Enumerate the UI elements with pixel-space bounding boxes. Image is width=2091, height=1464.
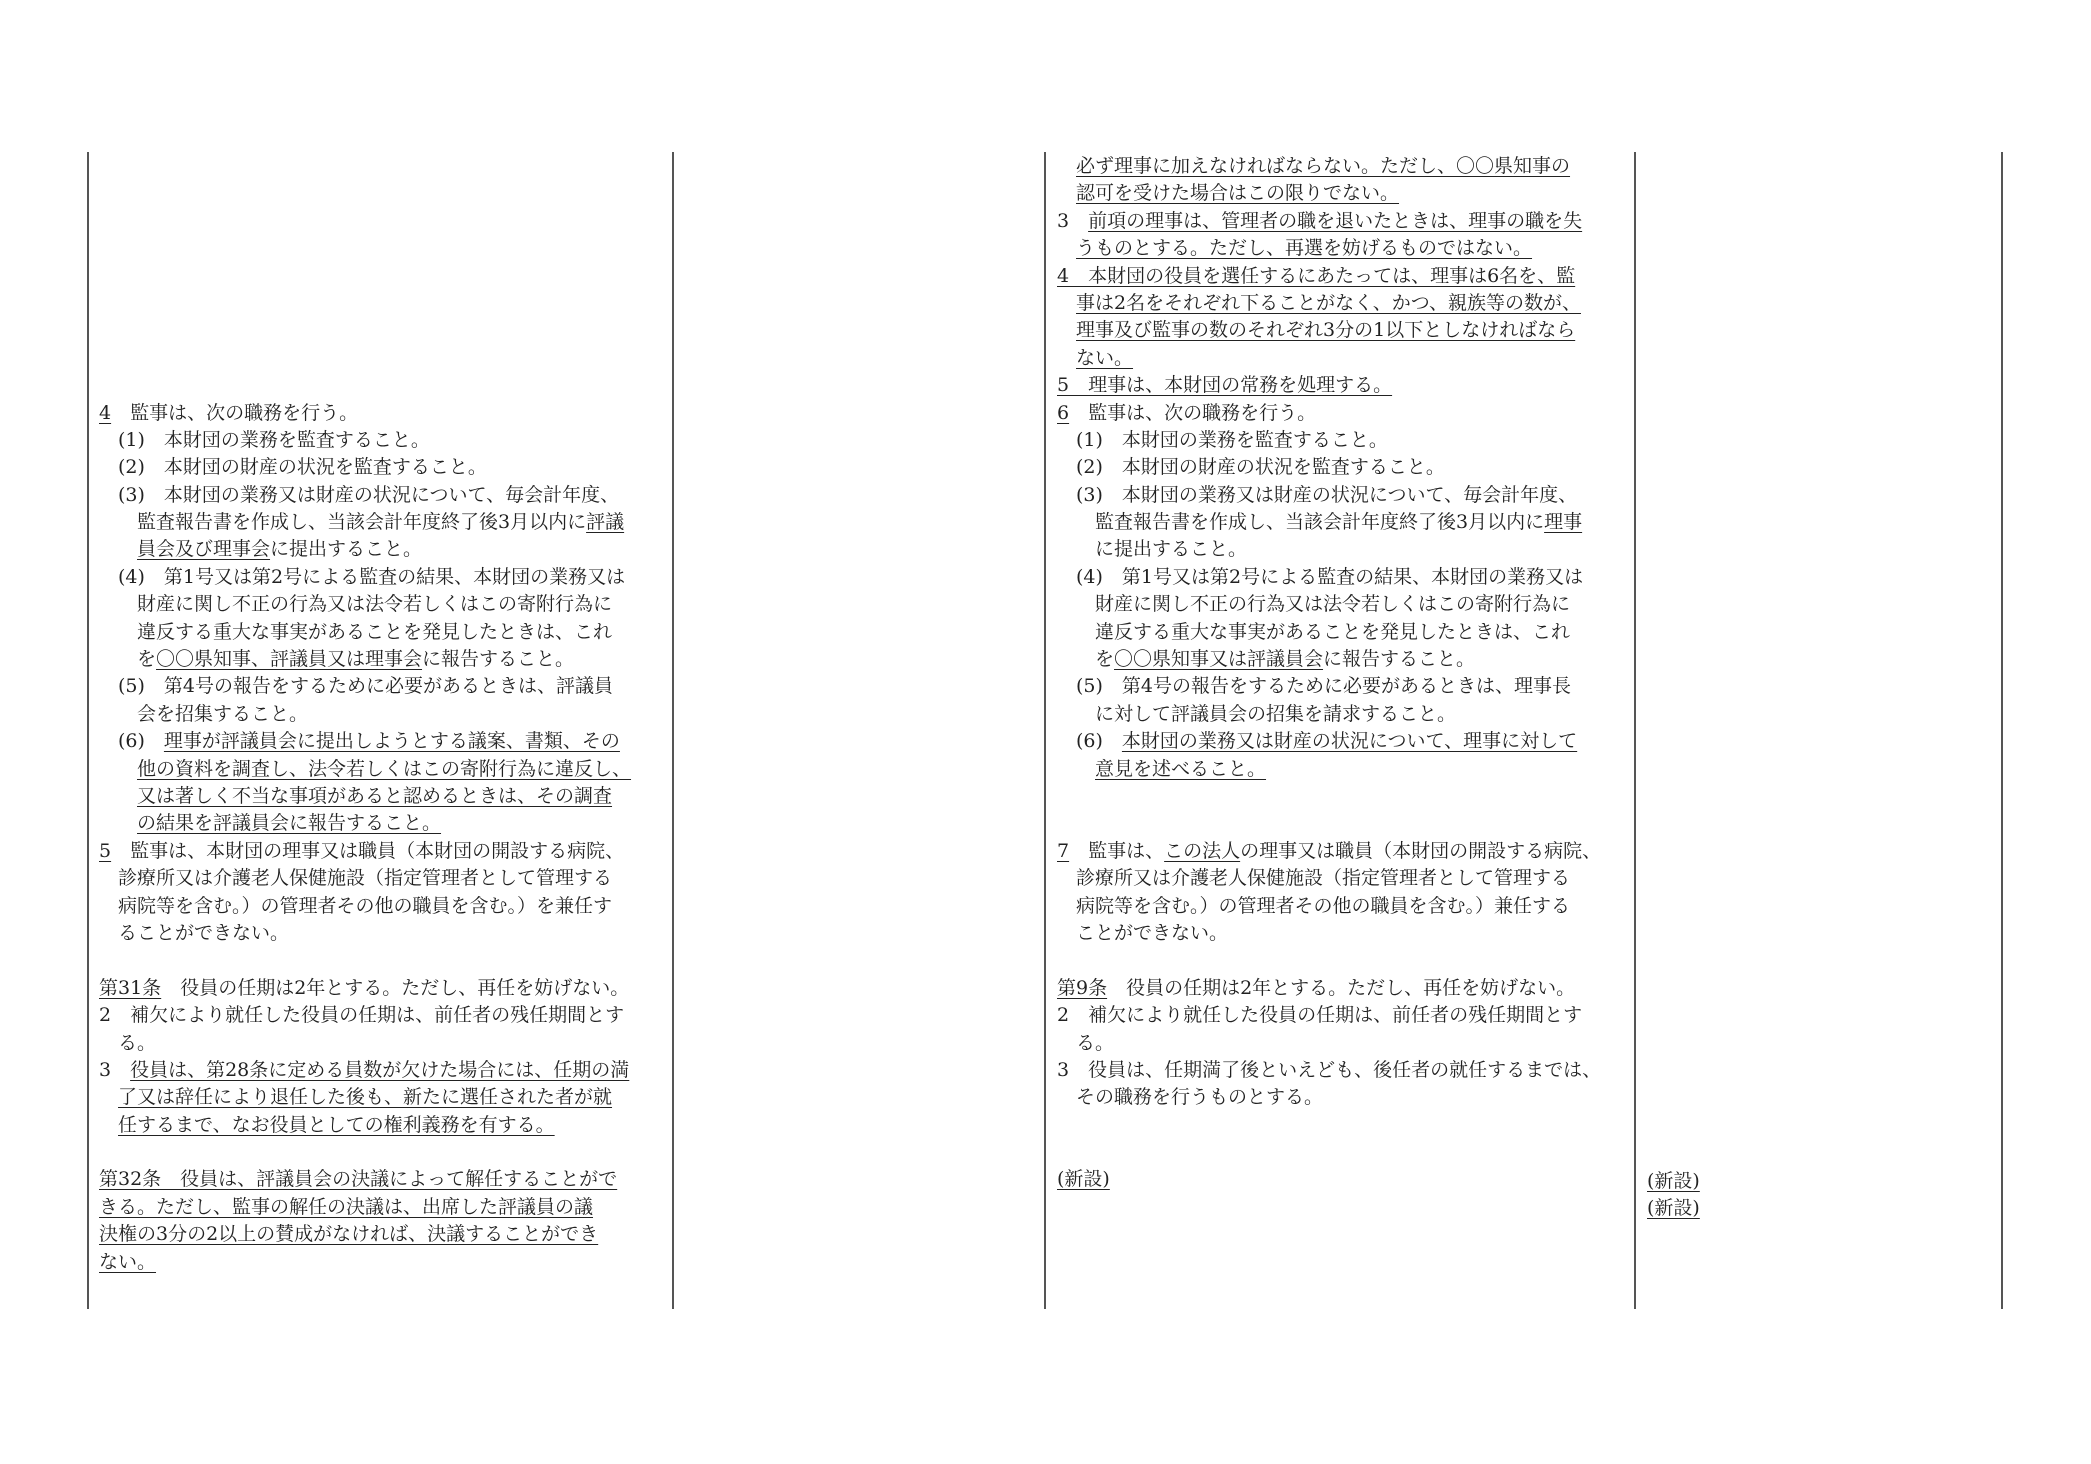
- text-line: [1057, 810, 1601, 837]
- line-text: [1057, 237, 1076, 259]
- text-line: [99, 1084, 631, 1111]
- text-line: [99, 290, 631, 317]
- underlined-text: 意見を述べること。: [1095, 757, 1267, 780]
- line-text: 3 役員は、任期満了後といえども、後任者の就任するまでは、: [1057, 1058, 1602, 1081]
- line-text: の理事又は職員（本財団の開設する病院、: [1240, 839, 1602, 862]
- underlined-text: 5 理事は、本財団の常務を処理する。: [1057, 374, 1393, 397]
- underlined-text: 第32条 役員は、評議員会の決議によって解任することがで: [99, 1168, 618, 1191]
- line-text: 3: [1057, 209, 1089, 232]
- line-text: [99, 812, 137, 834]
- line-text: (6): [99, 730, 164, 753]
- underlined-text: 必ず理事に加えなければならない。ただし、〇〇県知事の: [1076, 155, 1571, 177]
- line-text: 監事は、: [1069, 839, 1165, 862]
- text-line: [1057, 509, 1601, 536]
- underlined-text: 了又は辞任により退任した後も、新たに選任された者が就: [118, 1086, 613, 1109]
- line-text: 違反する重大な事実があることを発見したときは、これ: [1057, 620, 1571, 643]
- text-line: [1057, 208, 1601, 235]
- text-line: [99, 1221, 631, 1248]
- line-text: ることができない。: [99, 921, 290, 944]
- line-text: [1057, 155, 1076, 177]
- text-line: [99, 400, 631, 427]
- text-line: [1057, 865, 1601, 892]
- text-line: [99, 783, 631, 810]
- underlined-text: 7: [1057, 839, 1070, 862]
- line-text: (4) 第1号又は第2号による監査の結果、本財団の業務又は: [99, 565, 626, 588]
- text-line: [1057, 1002, 1601, 1029]
- line-text: (3) 本財団の業務又は財産の状況について、毎会計年度、: [99, 483, 620, 506]
- underlined-text: きる。ただし、監事の解任の決議は、出席した評議員の議: [99, 1195, 594, 1218]
- text-line: [99, 975, 631, 1002]
- line-text: 2 補欠により就任した役員の任期は、前任者の残任期間とす: [1057, 1004, 1583, 1027]
- text-line: [99, 810, 631, 837]
- text-line: [1057, 701, 1601, 728]
- underlined-text: 理事: [1544, 511, 1583, 534]
- text-line: [99, 536, 631, 563]
- underlined-text: ない。: [99, 1250, 157, 1273]
- underlined-text: 評議: [586, 511, 625, 534]
- line-text: 財産に関し不正の行為又は法令若しくはこの寄附行為に: [99, 593, 613, 616]
- line-text: 役員の任期は2年とする。ただし、再任を妨げない。: [1107, 976, 1576, 999]
- line-text: に提出すること。: [1057, 538, 1248, 561]
- current-text-column: [1057, 153, 1601, 1194]
- text-line: [99, 947, 631, 974]
- text-line: [99, 1139, 631, 1166]
- text-line: [99, 838, 631, 865]
- text-line: [1057, 263, 1601, 290]
- amended-text-column: [99, 153, 631, 1276]
- note-new-provision: (新設): [1647, 1197, 1700, 1220]
- text-line: [1057, 619, 1601, 646]
- text-line: [99, 865, 631, 892]
- line-text: 監事は、次の職務を行う。: [1069, 401, 1317, 424]
- line-text: 診療所又は介護老人保健施設（指定管理者として管理する: [99, 867, 613, 890]
- line-text: (4) 第1号又は第2号による監査の結果、本財団の業務又は: [1057, 565, 1584, 588]
- line-text: 病院等を含む。）の管理者その他の職員を含む。）兼任する: [1057, 894, 1571, 917]
- text-line: [99, 920, 631, 947]
- notes-column: [1647, 1168, 1700, 1223]
- text-line: [99, 317, 631, 344]
- text-line: [99, 235, 631, 262]
- text-line: [99, 427, 631, 454]
- text-line: [1057, 1166, 1601, 1193]
- text-line: [99, 1030, 631, 1057]
- line-text: に提出すること。: [270, 538, 423, 561]
- line-text: [99, 758, 137, 780]
- underlined-text: 員会及び理事会: [137, 538, 271, 561]
- text-line: [1057, 838, 1601, 865]
- text-line: [1057, 756, 1601, 783]
- text-line: [1057, 290, 1601, 317]
- text-line: [99, 372, 631, 399]
- underlined-text: 任するまで、なお役員としての権利義務を有する。: [118, 1113, 555, 1136]
- underlined-text: 4 本財団の役員を選任するにあたっては、理事は6名を、監: [1057, 264, 1576, 287]
- text-line: [1057, 454, 1601, 481]
- underlined-text: 決権の3分の2以上の賛成がなければ、決議することができ: [99, 1223, 599, 1246]
- line-text: 監査報告書を作成し、当該会計年度終了後3月以内に: [99, 511, 587, 534]
- text-line: [99, 591, 631, 618]
- underlined-text: 第31条: [99, 976, 162, 999]
- text-line: [99, 509, 631, 536]
- line-text: [99, 785, 137, 807]
- text-line: [99, 646, 631, 673]
- line-text: (1) 本財団の業務を監査すること。: [1057, 428, 1388, 451]
- text-line: [99, 208, 631, 235]
- line-text: る。: [1057, 1031, 1115, 1054]
- line-text: 3: [99, 1058, 131, 1081]
- underlined-text: 5: [99, 839, 112, 862]
- line-text: 監事は、本財団の理事又は職員（本財団の開設する病院、: [111, 839, 625, 862]
- text-line: [1057, 728, 1601, 755]
- text-line: [99, 153, 631, 180]
- line-text: を: [99, 648, 157, 671]
- column-rule-2: [672, 152, 674, 1309]
- text-line: [1057, 947, 1601, 974]
- line-text: 会を招集すること。: [99, 702, 309, 725]
- underlined-text: 〇〇県知事、評議員又は理事会: [156, 648, 423, 671]
- underlined-text: 理事が評議員会に提出しようとする議案、書類、その: [163, 730, 620, 753]
- underlined-text: この法人: [1164, 839, 1241, 862]
- column-rule-3: [1044, 152, 1046, 1309]
- text-line: [99, 701, 631, 728]
- line-text: に報告すること。: [422, 648, 575, 671]
- text-line: [1057, 345, 1601, 372]
- text-line: [99, 673, 631, 700]
- text-line: [1057, 235, 1601, 262]
- text-line: [99, 728, 631, 755]
- text-line: [1057, 591, 1601, 618]
- text-line: [99, 345, 631, 372]
- text-line: [99, 180, 631, 207]
- text-line: [1057, 893, 1601, 920]
- line-text: [1057, 319, 1076, 341]
- text-line: [1057, 1139, 1601, 1166]
- line-text: 監査報告書を作成し、当該会計年度終了後3月以内に: [1057, 511, 1545, 534]
- line-text: (3) 本財団の業務又は財産の状況について、毎会計年度、: [1057, 483, 1578, 506]
- line-text: (5) 第4号の報告をするために必要があるときは、評議員: [99, 675, 614, 698]
- text-line: [1057, 180, 1601, 207]
- underlined-text: 〇〇県知事又は評議員会: [1114, 648, 1324, 671]
- text-line: [1057, 673, 1601, 700]
- text-line: [1057, 372, 1601, 399]
- line-text: (1) 本財団の業務を監査すること。: [99, 428, 430, 451]
- line-text: [99, 538, 137, 560]
- line-text: [99, 1086, 118, 1108]
- text-line: [1057, 317, 1601, 344]
- underlined-text: 他の資料を調査し、法令若しくはこの寄附行為に違反し、: [137, 757, 632, 780]
- text-line: [1057, 1030, 1601, 1057]
- note-new-provision: (新設): [1647, 1170, 1700, 1192]
- text-line: [1057, 1112, 1601, 1139]
- text-line: [1057, 153, 1601, 180]
- text-line: [1057, 400, 1601, 427]
- line-text: その職務を行うものとする。: [1057, 1086, 1324, 1109]
- line-text: 役員の任期は2年とする。ただし、再任を妨げない。: [161, 976, 630, 999]
- text-line: [99, 1112, 631, 1139]
- line-text: [1057, 758, 1095, 780]
- underlined-text: 前項の理事は、管理者の職を退いたときは、理事の職を失: [1088, 209, 1583, 232]
- underlined-text: 理事及び監事の数のそれぞれ3分の1以下としなければなら: [1076, 319, 1576, 342]
- text-line: [1057, 920, 1601, 947]
- line-text: (2) 本財団の財産の状況を監査すること。: [1057, 456, 1445, 479]
- line-text: 違反する重大な事実があることを発見したときは、これ: [99, 620, 613, 643]
- line-text: (5) 第4号の報告をするために必要があるときは、理事長: [1057, 675, 1572, 698]
- line-text: を: [1057, 648, 1115, 671]
- text-line: [99, 756, 631, 783]
- text-line: [99, 893, 631, 920]
- line-text: (6): [1057, 730, 1122, 753]
- column-rule-5: [2001, 152, 2003, 1309]
- text-line: [99, 619, 631, 646]
- text-line: [99, 263, 631, 290]
- text-line: [99, 1166, 631, 1193]
- underlined-text: 本財団の業務又は財産の状況について、理事に対して: [1121, 730, 1578, 753]
- underlined-text: 第9条: [1057, 976, 1108, 999]
- text-line: [99, 1057, 631, 1084]
- line-text: に報告すること。: [1323, 648, 1476, 671]
- text-line: [1057, 564, 1601, 591]
- line-text: 病院等を含む。）の管理者その他の職員を含む。）を兼任す: [99, 894, 613, 917]
- line-text: [99, 1114, 118, 1136]
- line-text: (2) 本財団の財産の状況を監査すること。: [99, 456, 487, 479]
- underlined-text: ない。: [1076, 346, 1134, 369]
- underlined-text: 又は著しく不当な事項があると認めるときは、その調査: [137, 784, 613, 807]
- line-text: ことができない。: [1057, 921, 1229, 944]
- column-rule-4: [1634, 152, 1636, 1309]
- text-line: [1057, 482, 1601, 509]
- text-line: [1057, 427, 1601, 454]
- underlined-text: 認可を受けた場合はこの限りでない。: [1076, 182, 1400, 205]
- underlined-text: 6: [1057, 401, 1070, 424]
- underlined-text: 役員は、第28条に定める員数が欠けた場合には、任期の満: [130, 1058, 630, 1081]
- text-line: [1057, 536, 1601, 563]
- underlined-text: 4: [99, 401, 112, 424]
- text-line: [99, 1002, 631, 1029]
- line-text: [1057, 292, 1076, 314]
- underlined-text: うものとする。ただし、再選を妨げるものではない。: [1076, 237, 1533, 260]
- line-text: 2 補欠により就任した役員の任期は、前任者の残任期間とす: [99, 1004, 625, 1027]
- line-text: [1057, 347, 1076, 369]
- line-text: 監事は、次の職務を行う。: [111, 401, 359, 424]
- text-line: [1057, 1084, 1601, 1111]
- line-text: に対して評議員会の招集を請求すること。: [1057, 702, 1457, 725]
- line-text: る。: [99, 1031, 157, 1054]
- text-line: [99, 1249, 631, 1276]
- line-text: 診療所又は介護老人保健施設（指定管理者として管理する: [1057, 867, 1571, 890]
- text-line: [99, 1194, 631, 1221]
- text-line: [1057, 975, 1601, 1002]
- line-text: [1057, 182, 1076, 204]
- text-line: [1057, 783, 1601, 810]
- text-line: [1057, 1057, 1601, 1084]
- text-line: [99, 564, 631, 591]
- text-line: [99, 482, 631, 509]
- underlined-text: 事は2名をそれぞれ下ることがなく、かつ、親族等の数が、: [1076, 291, 1581, 314]
- line-text: 財産に関し不正の行為又は法令若しくはこの寄附行為に: [1057, 593, 1571, 616]
- underlined-text: の結果を評議員会に報告すること。: [137, 812, 442, 835]
- text-line: [1057, 646, 1601, 673]
- text-line: [99, 454, 631, 481]
- column-rule-1: [87, 152, 89, 1309]
- underlined-text: (新設): [1057, 1168, 1110, 1191]
